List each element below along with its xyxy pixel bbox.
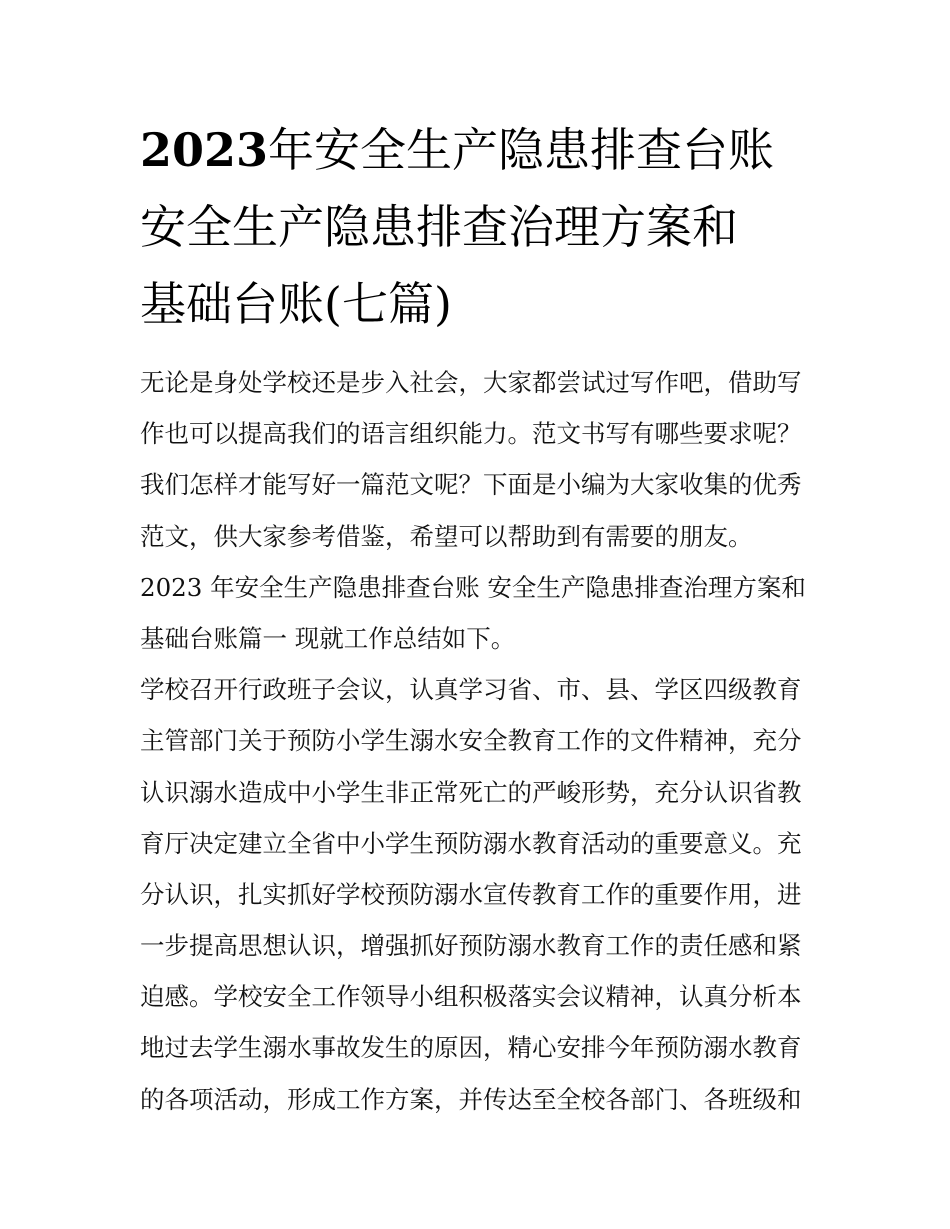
document-title <box>140 112 820 343</box>
body-line: 分认识，扎实抓好学校预防溺水宣传教育工作的重要作用，进 <box>140 879 802 909</box>
body-line: 无论是身处学校还是步入社会，大家都尝试过写作吧，借助写 <box>140 368 802 397</box>
body-line: 主管部门关于预防小学生溺水安全教育工作的文件精神，充分 <box>140 726 802 756</box>
title-year: 2023 <box>140 123 269 177</box>
title-line-1 <box>140 112 820 189</box>
body-line: 的各项活动，形成工作方案，并传达至全校各部门、各班级和 <box>140 1084 802 1114</box>
body-line: 2023 年安全生产隐患排查台账 安全生产隐患排查治理方案和 <box>140 572 806 602</box>
body-line: 基础台账篇一 现就工作总结如下。 <box>140 623 516 653</box>
body-line: 一步提高思想认识，增强抓好预防溺水教育工作的责任感和紧 <box>140 931 802 961</box>
body-line: 我们怎样才能写好一篇范文呢？下面是小编为大家收集的优秀 <box>140 470 802 500</box>
body-line: 迫感。学校安全工作领导小组积极落实会议精神，认真分析本 <box>140 982 802 1012</box>
title-line-3: 基础台账(七篇) <box>140 277 452 331</box>
document-body <box>140 357 820 1125</box>
body-line: 地过去学生溺水事故发生的原因，精心安排今年预防溺水教育 <box>140 1033 802 1063</box>
body-line: 学校召开行政班子会议，认真学习省、市、县、学区四级教育 <box>140 675 802 705</box>
body-line: 认识溺水造成中小学生非正常死亡的严峻形势，充分认识省教 <box>140 777 802 807</box>
body-line: 范文，供大家参考借鉴，希望可以帮助到有需要的朋友。 <box>140 521 753 551</box>
title-line-2: 安全生产隐患排查治理方案和 <box>140 200 738 254</box>
title-line-1-text: 年安全生产隐患排查台账 <box>268 123 775 177</box>
body-line: 作也可以提高我们的语言组织能力。范文书写有哪些要求呢？ <box>140 419 802 449</box>
body-line: 育厅决定建立全省中小学生预防溺水教育活动的重要意义。充 <box>140 828 802 858</box>
